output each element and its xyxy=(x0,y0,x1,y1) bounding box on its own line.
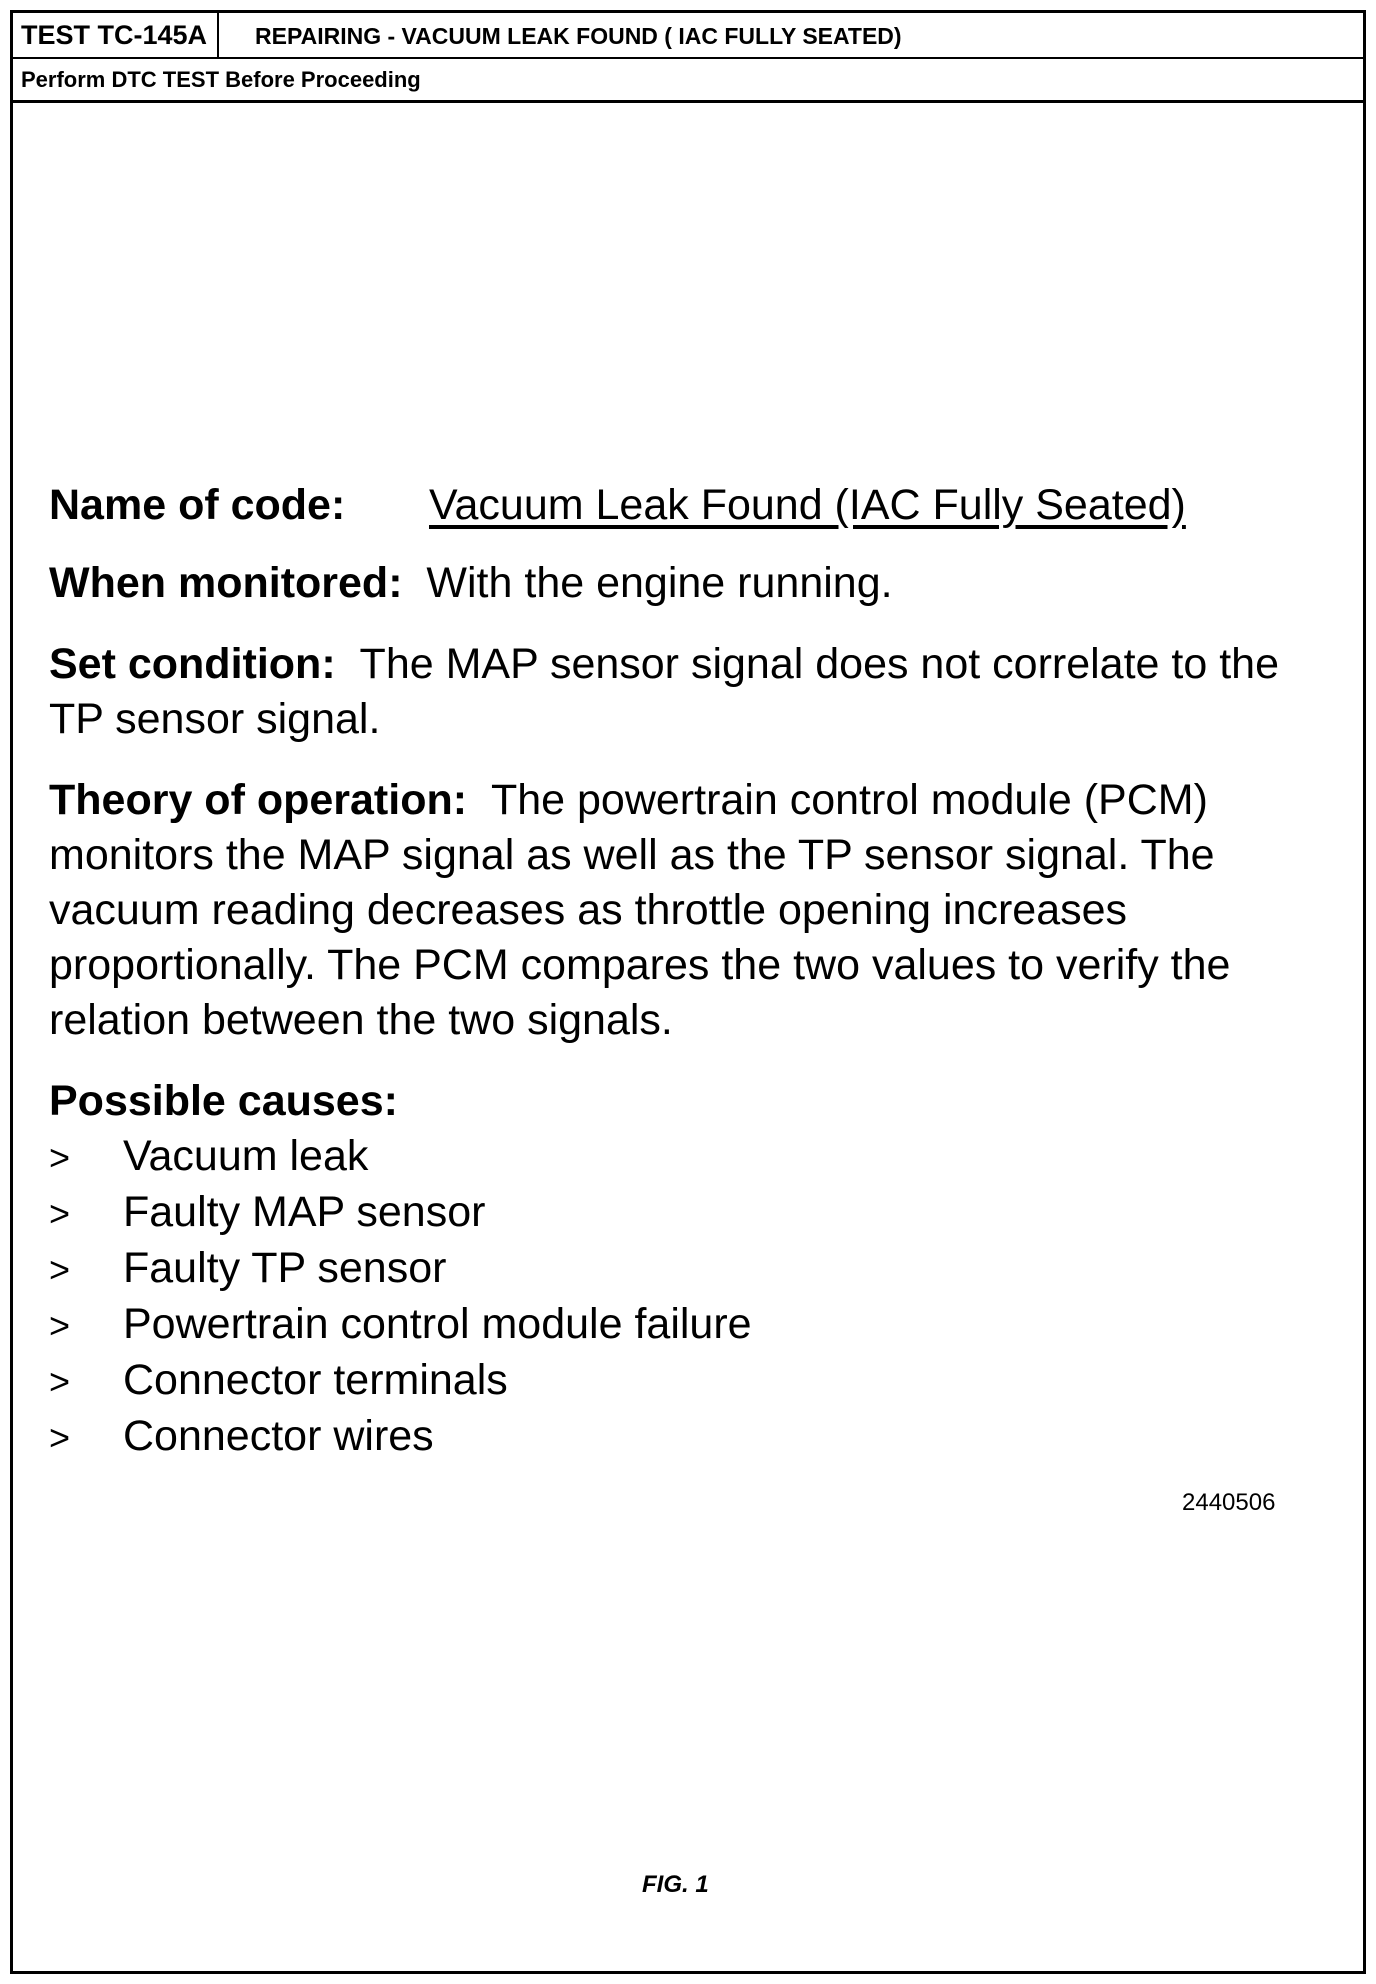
name-of-code-value: Vacuum Leak Found (IAC Fully Seated) xyxy=(429,481,1186,529)
when-monitored-label: When monitored: xyxy=(49,559,403,607)
name-of-code xyxy=(49,478,1299,533)
bullet-marker: > xyxy=(49,1305,71,1346)
cause-text: Connector wires xyxy=(123,1412,434,1460)
bullet-marker: > xyxy=(49,1193,71,1234)
when-monitored-value: With the engine running. xyxy=(426,559,893,607)
bullet-marker: > xyxy=(49,1361,71,1402)
figure-label: FIG. 1 xyxy=(642,1871,709,1898)
cause-text: Faulty TP sensor xyxy=(123,1244,447,1292)
set-condition-label: Set condition: xyxy=(49,640,336,688)
subheading: Perform DTC TEST Before Proceeding xyxy=(21,67,421,92)
test-id: TEST TC-145A xyxy=(13,13,219,57)
bullet-marker: > xyxy=(49,1137,71,1178)
cause-text: Connector terminals xyxy=(123,1356,508,1404)
bullet-marker: > xyxy=(49,1249,71,1290)
theory-of-operation-label: Theory of operation: xyxy=(49,776,468,824)
bullet-marker: > xyxy=(49,1417,71,1458)
content-area xyxy=(49,478,1299,1465)
when-monitored xyxy=(49,556,1299,611)
test-title: REPAIRING - VACUUM LEAK FOUND ( IAC FULLY SEATED) xyxy=(255,23,902,49)
possible-causes-heading: Possible causes: xyxy=(49,1077,398,1125)
document-number: 2440506 xyxy=(1182,1489,1276,1516)
list-item xyxy=(49,1297,1299,1353)
possible-causes-list xyxy=(49,1129,1299,1465)
theory-of-operation-value: The powertrain control module (PCM) monitors the MAP signal as well as the TP sensor signal. The vacuum reading decreases as throttle opening increases proportionally. The PCM compares the two values to verify the relation between the two signals. xyxy=(49,776,1231,1044)
list-item xyxy=(49,1409,1299,1465)
theory-of-operation xyxy=(49,773,1299,1048)
list-item xyxy=(49,1241,1299,1297)
name-of-code-label: Name of code: xyxy=(49,481,346,529)
header-row xyxy=(13,13,1363,59)
list-item xyxy=(49,1129,1299,1185)
subheading-row xyxy=(13,59,1363,103)
set-condition-value: The MAP sensor signal does not correlate to the TP sensor signal. xyxy=(49,640,1279,743)
list-item xyxy=(49,1185,1299,1241)
cause-text: Vacuum leak xyxy=(123,1132,369,1180)
list-item xyxy=(49,1353,1299,1409)
set-condition xyxy=(49,637,1299,747)
cause-text: Faulty MAP sensor xyxy=(123,1188,486,1236)
cause-text: Powertrain control module failure xyxy=(123,1300,752,1348)
